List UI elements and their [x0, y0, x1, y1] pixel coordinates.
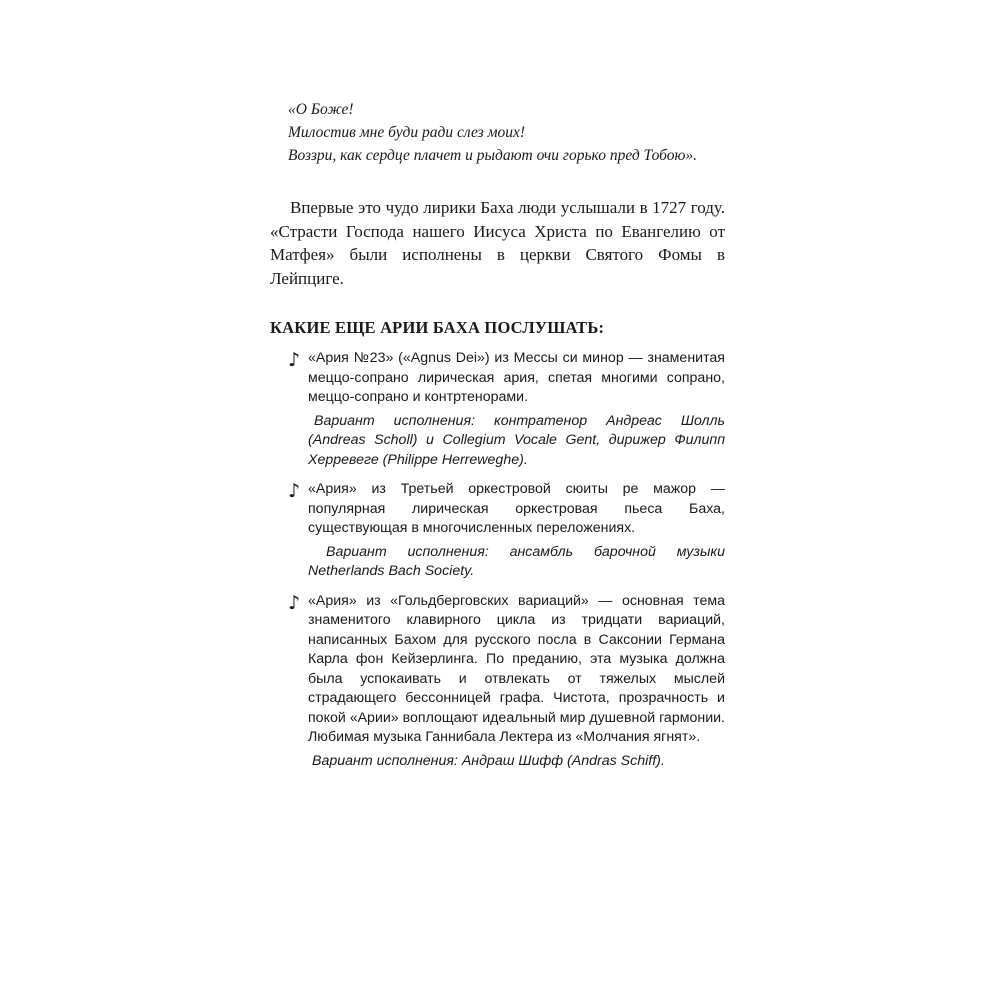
- section-heading: КАКИЕ ЕЩЕ АРИИ БАХА ПОСЛУШАТЬ:: [270, 318, 605, 337]
- aria-performance: Вариант исполнения: ансамбль барочной музыки Netherlands Bach Society.: [308, 543, 725, 579]
- music-note-icon: ♪: [288, 591, 301, 614]
- aria-description: «Ария» из «Гольдберговских вариаций» — основная тема знаменитого клавирного цикла из тридцати вариаций, написанных Бахом для русского посла в Саксонии Германа Карла фон Кейзерлинга. По преданию, эта музыка должна была успокаивать и отвлекать от тяжелых мыслей страдающего бессонницей графа. Чистота, прозрачность и покой «Арии» воплощают идеальный мир душевной гармонии. Любимая музыка Ганнибала Лектера из «Молчания ягнят».: [308, 592, 725, 745]
- aria-performance: Вариант исполнения: Андраш Шифф (Andras Schiff).: [312, 752, 665, 769]
- epigraph: [270, 98, 725, 167]
- music-note-icon: ♪: [288, 349, 301, 371]
- book-page: [270, 98, 725, 781]
- intro-paragraph: Впервые это чудо лирики Баха люди услышали в 1727 году. «Страсти Господа нашего Иисуса Христа по Евангелию от Матфея» были исполнены в церкви Святого Фомы в Лейпциге.: [270, 198, 725, 288]
- list-item: [270, 592, 725, 772]
- epigraph-line: «О Боже!: [288, 101, 354, 118]
- aria-description: «Ария №23» («Agnus Dei») из Мессы си минор — знаменитая меццо-сопрано лирическая ария, спетая многими сопрано, меццо-сопрано и контртенорами.: [308, 350, 725, 405]
- list-item: [270, 480, 725, 582]
- epigraph-line: Милостив мне буди ради слез моих!: [288, 124, 526, 141]
- aria-performance: Вариант исполнения: контратенор Андреас Шолль (Andreas Scholl) и Collegium Vocale Gent, дирижер Филипп Херревеге (Philippe Herreweghe).: [308, 412, 725, 468]
- aria-list: [270, 349, 725, 771]
- list-item: [270, 349, 725, 470]
- music-note-icon: ♪: [288, 480, 301, 502]
- epigraph-line: Воззри, как сердце плачет и рыдают очи горько пред Тобою».: [288, 147, 698, 164]
- aria-description: «Ария» из Третьей оркестровой сюиты ре мажор — популярная лирическая оркестровая пьеса Баха, существующая в многочисленных переложениях.: [308, 481, 725, 536]
